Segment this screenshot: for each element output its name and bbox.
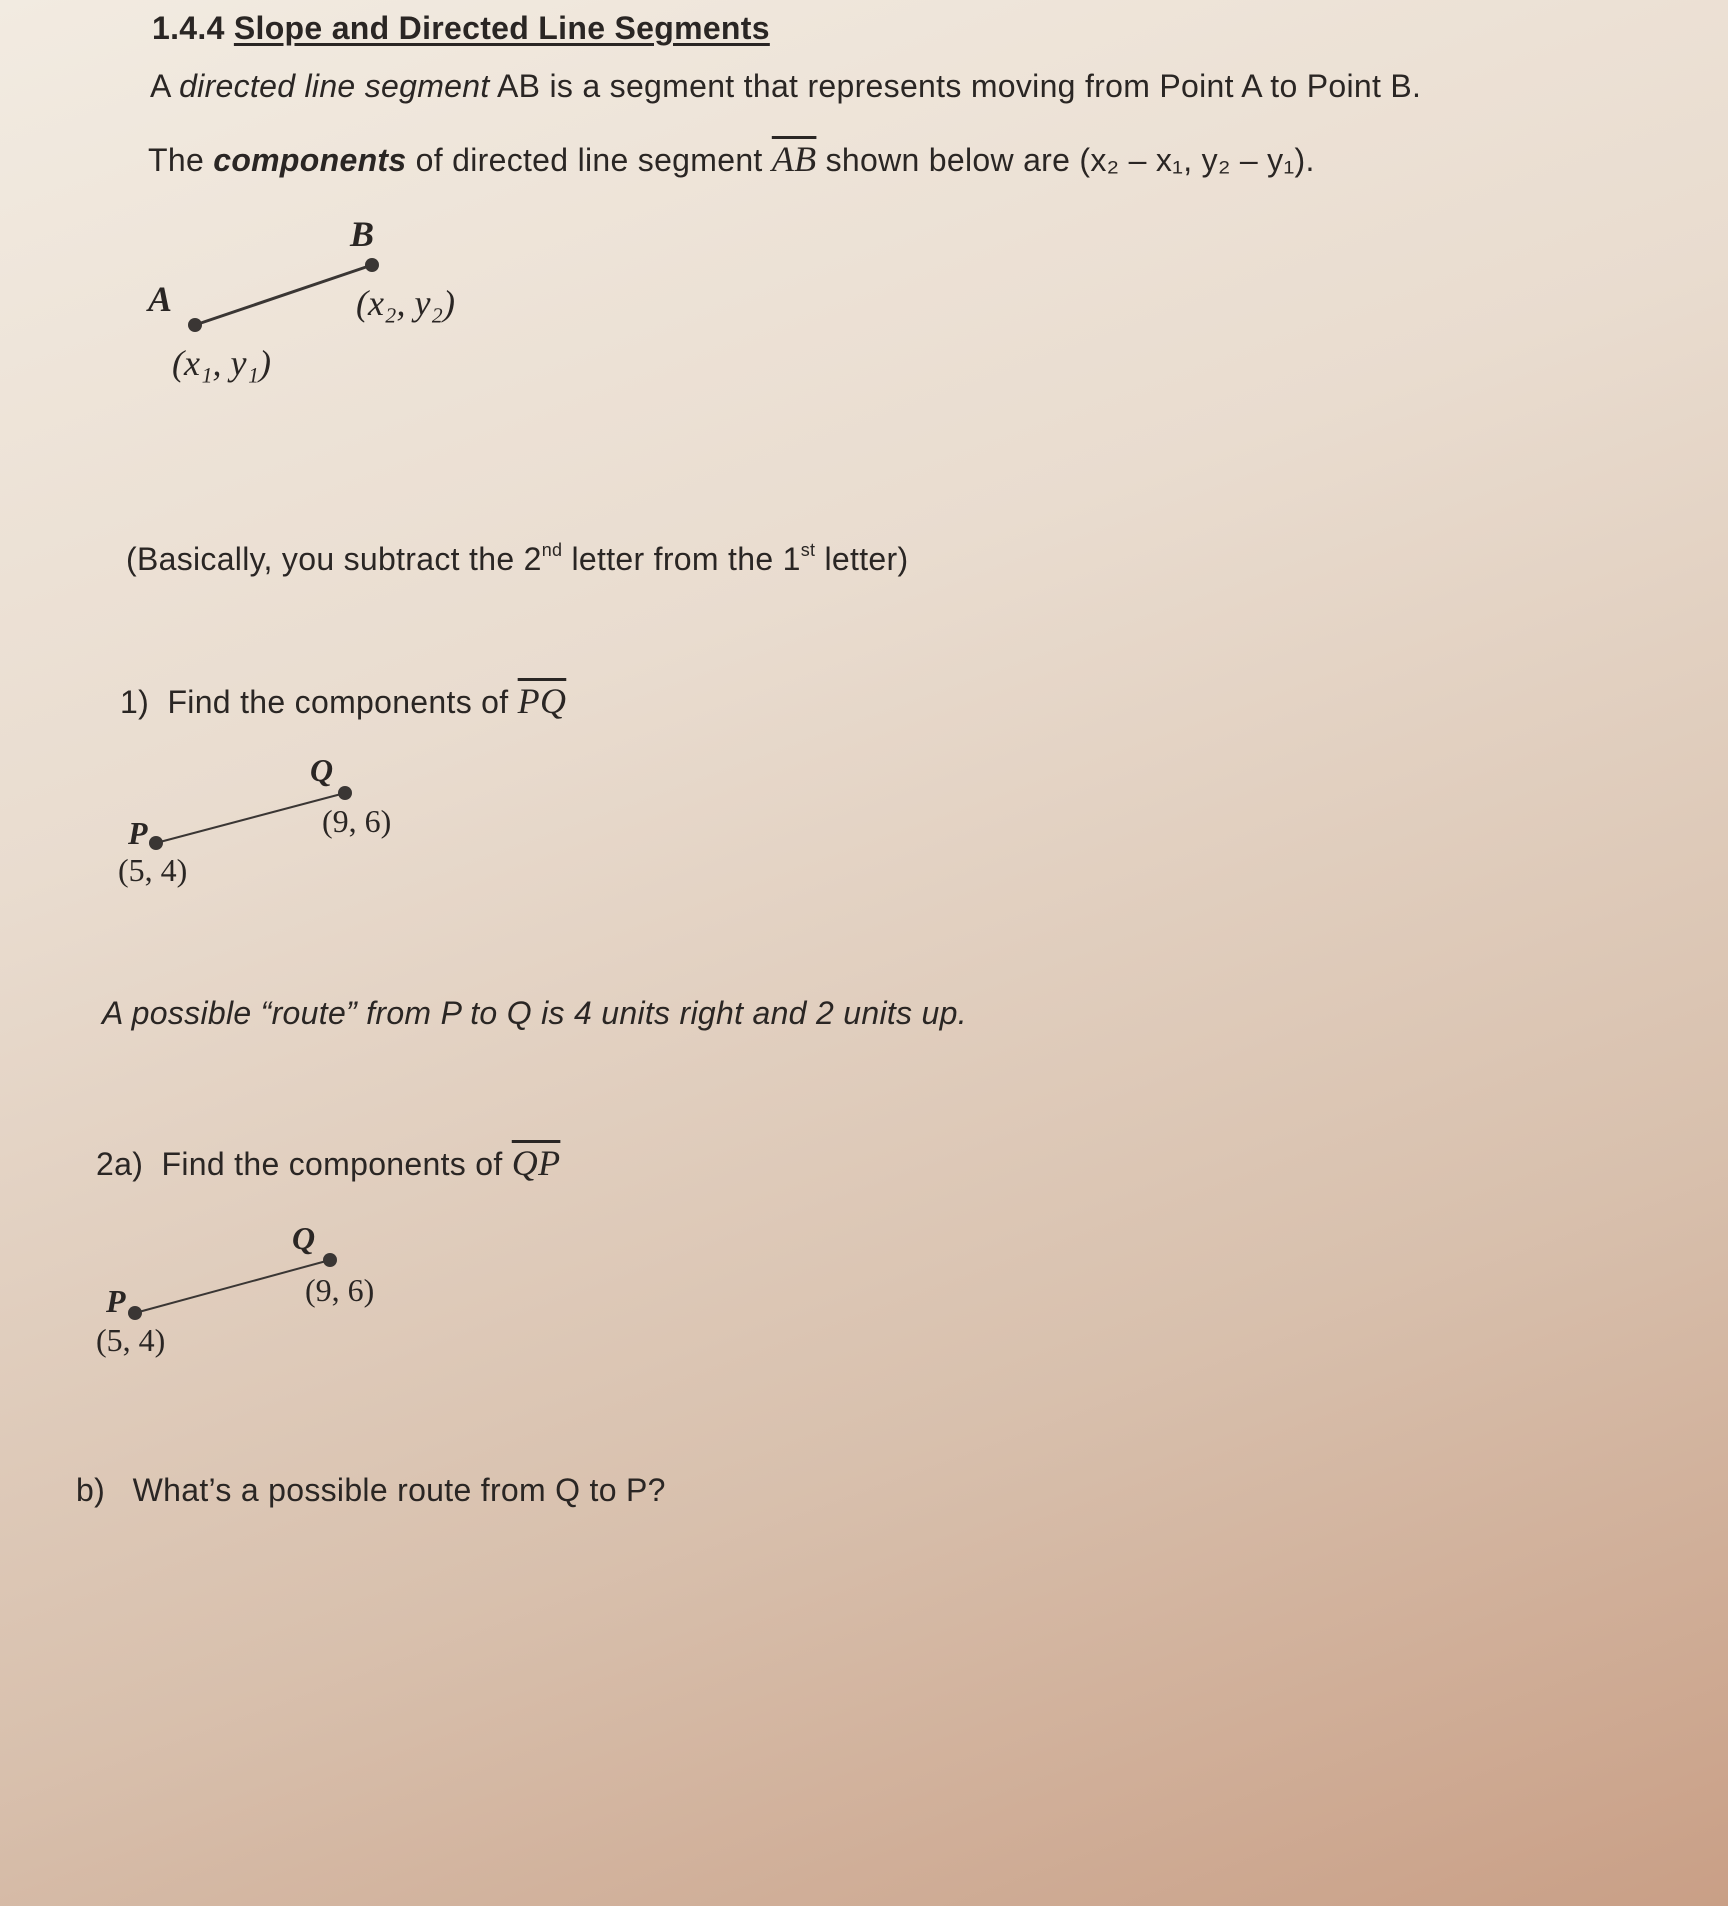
section-number: 1.4.4 [152, 10, 225, 46]
qp-point-p-label: P [106, 1283, 126, 1319]
qp-point-p-dot [128, 1306, 142, 1320]
hint-sup-nd: nd [541, 540, 563, 560]
intro-term-directed-segment: directed line segment [179, 68, 490, 104]
pq-point-q-dot [338, 786, 352, 800]
question-2b-number: b) [76, 1472, 106, 1508]
point-b-coordinates: (x₂, y₂) [356, 283, 455, 323]
intro-line-1-prefix: A [150, 68, 180, 104]
intro-term-components: components [213, 142, 407, 178]
segment-pq-line [156, 793, 345, 843]
intro-line-1-rest: AB is a segment that represents moving from Point A to Point B. [489, 68, 1422, 104]
pq-point-p-dot [149, 836, 163, 850]
point-b-dot [365, 258, 379, 272]
pq-point-q-coordinates: (9, 6) [322, 803, 392, 839]
section-heading: Slope and Directed Line Segments [233, 10, 770, 46]
point-a-coordinates: (x₁, y₁) [172, 343, 271, 383]
point-a-dot [188, 318, 202, 332]
hint-suffix: letter) [815, 541, 909, 577]
question-1-text: Find the components of [167, 684, 518, 720]
intro-line-2-mid: of directed line segment [406, 142, 772, 178]
hint-sup-st: st [800, 540, 816, 560]
segment-pq-label: $\overline{PQ}$ [517, 681, 567, 721]
question-2a-number: 2a) [96, 1146, 144, 1182]
point-a-label: A [148, 279, 173, 319]
question-2a [96, 1142, 560, 1184]
qp-point-q-label: Q [292, 1220, 316, 1256]
hint-prefix: (Basically, you subtract the 2 [126, 541, 542, 577]
point-b-label: B [350, 214, 375, 254]
qp-point-q-coordinates: (9, 6) [305, 1272, 375, 1308]
qp-point-q-dot [323, 1253, 337, 1267]
segment-ab-line [195, 265, 372, 325]
question-2b-text: What’s a possible route from Q to P? [132, 1472, 666, 1508]
question-1 [120, 680, 566, 722]
components-formula: shown below are (x₂ – x₁, y₂ – y₁). [816, 142, 1315, 178]
segment-ab-label: $\overline{AB}$ [771, 139, 817, 179]
question-2b [76, 1472, 666, 1509]
question-1-number: 1) [120, 684, 150, 720]
pq-point-q-label: Q [310, 752, 334, 788]
route-note: A possible “route” from P to Q is 4 units right and 2 units up. [102, 995, 967, 1031]
segment-qp-label: $\overline{QP}$ [511, 1143, 561, 1183]
hint-mid: letter from the 1 [562, 541, 801, 577]
qp-point-p-coordinates: (5, 4) [96, 1322, 166, 1358]
pq-point-p-label: P [128, 815, 148, 851]
question-2a-text: Find the components of [161, 1146, 512, 1182]
intro-line-2-prefix: The [148, 142, 214, 178]
segment-qp-line [135, 1260, 330, 1313]
subtraction-hint [126, 540, 908, 578]
pq-point-p-coordinates: (5, 4) [118, 852, 188, 888]
